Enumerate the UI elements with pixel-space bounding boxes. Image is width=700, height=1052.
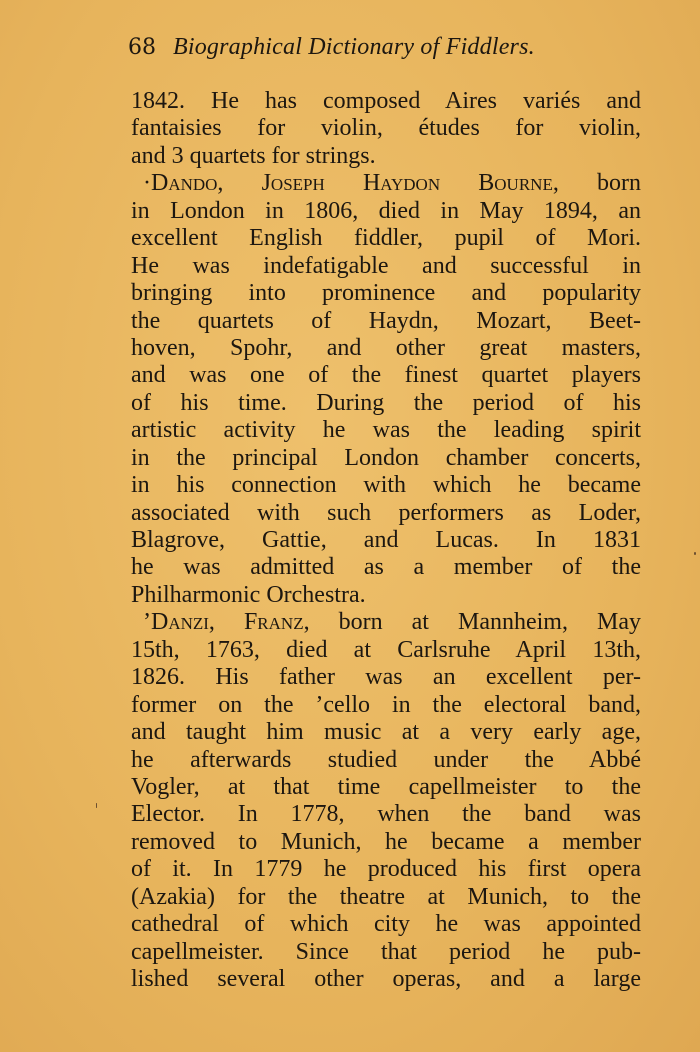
text-line: 1842. He has composed Aires variés and — [131, 88, 641, 114]
text-line: bringing into prominence and popularity — [131, 280, 641, 307]
paper-speck — [694, 552, 696, 555]
text-line: he was admitted as a member of the — [131, 554, 641, 581]
text-line: 15th, 1763, died at Carlsruhe April 13th, — [131, 636, 641, 663]
text-line: removed to Munich, he became a member — [131, 828, 641, 855]
text-line: Vogler, at that time capellmeister to the — [131, 773, 641, 800]
text-line: and was one of the finest quartet players — [131, 362, 641, 389]
entry-first-line: ·Dando, Joseph Haydon Bourne, born — [143, 170, 641, 197]
text-line: lished several other operas, and a large — [131, 966, 641, 992]
text-line: and 3 quartets for strings. — [131, 142, 376, 169]
text-line: hoven, Spohr, and other great masters, — [131, 334, 641, 361]
text-line: Elector. In 1778, when the band was — [131, 801, 641, 828]
text-line: (Azakia) for the theatre at Munich, to the — [131, 883, 641, 910]
text-line: He was indefatigable and successful in — [131, 252, 641, 279]
text-line: cathedral of which city he was appointed — [131, 911, 641, 938]
body-text — [131, 88, 641, 993]
entry-first-line: ʼDanzi, Franz, born at Mannheim, May — [143, 609, 641, 636]
text-line: and taught him music at a very early age, — [131, 719, 641, 746]
paper-speck — [96, 803, 97, 808]
text-line: in his connection with which he became — [131, 472, 641, 499]
page-number: 68 — [128, 35, 156, 60]
text-line: of it. In 1779 he produced his first opera — [131, 856, 641, 883]
text-line: 1826. His father was an excellent per- — [131, 664, 641, 691]
text-line: Philharmonic Orchestra. — [131, 581, 366, 608]
text-line: in London in 1806, died in May 1894, an — [131, 197, 641, 224]
running-title: Biographical Dictionary of Fiddlers. — [173, 34, 535, 60]
text-line: of his time. During the period of his — [131, 389, 641, 416]
text-line: excellent English fiddler, pupil of Mori. — [131, 225, 641, 252]
running-header — [128, 34, 648, 61]
text-line: associated with such performers as Loder, — [131, 499, 641, 526]
text-line: capellmeister. Since that period he pub- — [131, 938, 641, 965]
text-line: fantaisies for violin, études for violin, — [131, 115, 641, 142]
text-line: Blagrove, Gattie, and Lucas. In 1831 — [131, 527, 641, 553]
text-line: artistic activity he was the leading spirit — [131, 417, 641, 444]
text-line: in the principal London chamber concerts, — [131, 444, 641, 471]
text-line: he afterwards studied under the Abbé — [131, 746, 641, 773]
text-line: the quartets of Haydn, Mozart, Beet- — [131, 307, 641, 334]
text-line: former on the ʼcello in the electoral band, — [131, 691, 641, 718]
